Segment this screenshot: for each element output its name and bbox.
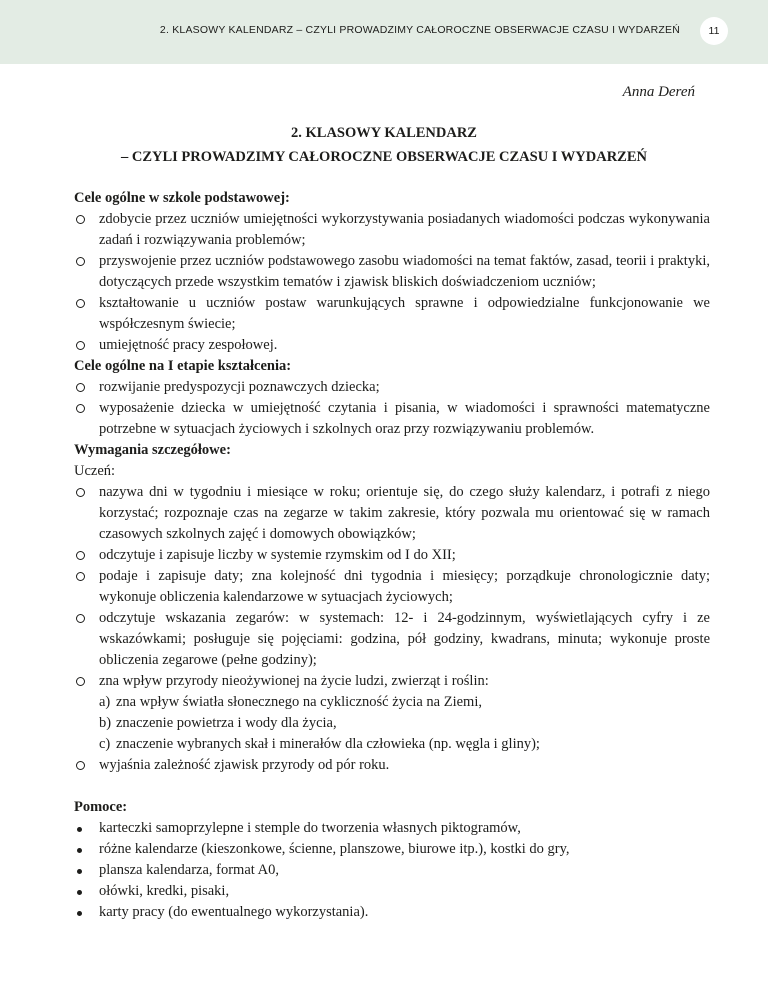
sub-item-label: a)	[99, 694, 111, 710]
aids-list	[74, 818, 710, 923]
sub-list-item	[74, 692, 710, 713]
list-item: nazywa dni w tygodniu i miesiące w roku; orientuje się, do czego służy kalendarz, i potrafi z niego korzystać; rozpoznaje czas na zegarze w takim zakresie, który pozwala mu orientować się w ramach czasowych szkolnych zajęć i domowych obowiązków;	[74, 482, 710, 545]
requirements-list	[74, 482, 710, 776]
aids-heading: Pomoce:	[74, 799, 128, 815]
sub-item-text: znaczenie powietrza i wody dla życia,	[116, 715, 337, 731]
sub-item-text: znaczenie wybranych skał i minerałów dla człowieka (np. węgla i gliny);	[116, 736, 540, 752]
sub-list-item	[74, 713, 710, 734]
chapter-title-line-1: 2. KLASOWY KALENDARZ	[291, 125, 477, 141]
author-name: Anna Dereń	[622, 84, 695, 100]
chapter-title-line-2: – CZYLI PROWADZIMY CAŁOROCZNE OBSERWACJE CZASU I WYDARZEŃ	[121, 149, 647, 165]
chapter-title	[0, 121, 768, 169]
running-header	[0, 0, 768, 64]
list-item: wyposażenie dziecka w umiejętność czytania i pisania, w wiadomości i sprawności matematyczne potrzebne w sytuacjach życiowych i szkolnych oraz przy rozwiązywaniu problemów.	[74, 398, 710, 440]
page-number: 11	[700, 17, 728, 45]
goals-primary-list	[74, 209, 710, 356]
list-item: podaje i zapisuje daty; zna kolejność dni tygodnia i miesięcy; porządkuje chronologicznie daty; wykonuje obliczenia kalendarzowe w sytuacjach życiowych;	[74, 566, 710, 608]
goals-stage1-list	[74, 377, 710, 440]
list-item: kształtowanie u uczniów postaw warunkujących sprawne i odpowiedzialne funkcjonowanie we współczesnym świecie;	[74, 293, 710, 335]
requirements-heading: Wymagania szczegółowe:	[74, 442, 231, 458]
list-item: zdobycie przez uczniów umiejętności wykorzystywania posiadanych wiadomości podczas wykonywania zadań i rozwiązywania problemów;	[74, 209, 710, 251]
list-item: odczytuje i zapisuje liczby w systemie rzymskim od I do XII;	[74, 545, 710, 566]
list-item: karty pracy (do ewentualnego wykorzystania).	[74, 902, 710, 923]
sub-list-item	[74, 734, 710, 755]
sub-item-label: c)	[99, 736, 111, 752]
list-item: ołówki, kredki, pisaki,	[74, 881, 710, 902]
list-item: różne kalendarze (kieszonkowe, ścienne, planszowe, biurowe itp.), kostki do gry,	[74, 839, 710, 860]
goals-primary-heading: Cele ogólne w szkole podstawowej:	[74, 190, 290, 206]
section-spacer	[74, 776, 710, 797]
page-content	[74, 188, 710, 923]
list-item: karteczki samoprzylepne i stemple do tworzenia własnych piktogramów,	[74, 818, 710, 839]
list-item: plansza kalendarza, format A0,	[74, 860, 710, 881]
sub-item-label: b)	[99, 715, 112, 731]
running-header-title: 2. KLASOWY KALENDARZ – CZYLI PROWADZIMY CAŁOROCZNE OBSERWACJE CZASU I WYDARZEŃ	[159, 24, 680, 36]
list-item: rozwijanie predyspozycji poznawczych dziecka;	[74, 377, 710, 398]
list-item: zna wpływ przyrody nieożywionej na życie ludzi, zwierząt i roślin:	[74, 671, 710, 692]
requirements-intro: Uczeń:	[74, 463, 116, 479]
list-item: przyswojenie przez uczniów podstawowego zasobu wiadomości na temat faktów, zasad, teorii i praktyki, dotyczących przede wszystkim tematów i zjawisk bliskich doświadczeniom uczniów;	[74, 251, 710, 293]
list-item: wyjaśnia zależność zjawisk przyrody od pór roku.	[74, 755, 710, 776]
list-item: odczytuje wskazania zegarów: w systemach: 12- i 24-godzinnym, wyświetlających cyfry i ze wskazówkami; posługuje się pojęciami: godzina, pół godziny, kwadrans, minuta; wykonuje proste obliczenia zegarowe (pełne godziny);	[74, 608, 710, 671]
list-item: umiejętność pracy zespołowej.	[74, 335, 710, 356]
sub-item-text: zna wpływ światła słonecznego na cykliczność życia na Ziemi,	[116, 694, 482, 710]
goals-stage1-heading: Cele ogólne na I etapie kształcenia:	[74, 358, 292, 374]
